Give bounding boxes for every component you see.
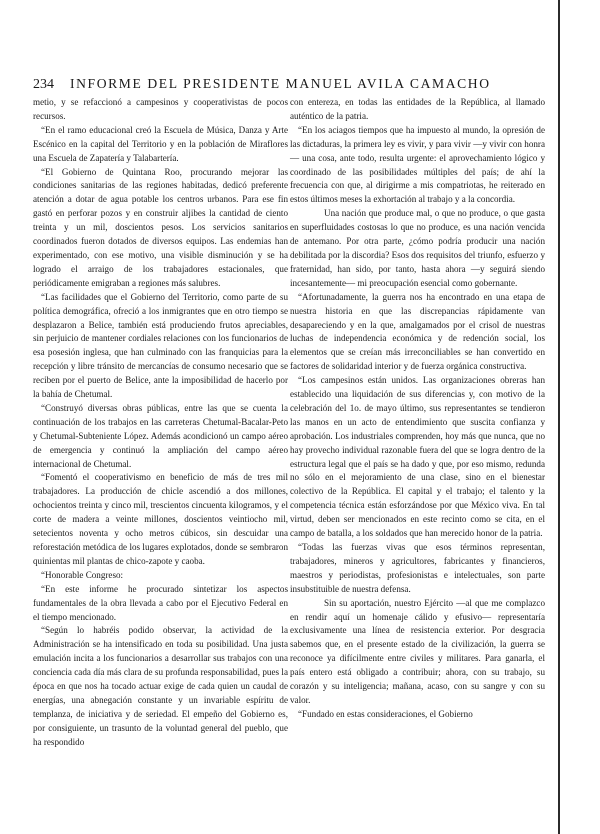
paragraph: “Fomentó el cooperativismo en beneficio de más de tres mil trabajadores. La producción de chicle ascendió a dos millones, ochocientos treinta y cinco mil, trescientos cincuenta kilogramos, y el corte de madera a veinte millones, doscientos veintiocho mil, setecientos noventa y ocho metros cúbicos, sin descuidar una reforestación metódica de los lugares explotados, donde se sembraron quinientas mil plantas de chico-zapote y caoba. [33,472,288,566]
paragraph: “Según lo habréis podido observar, la actividad de la Administración se ha intensificado en toda su posibilidad. Una justa emulación incita a los funcionarios a desarrollar sus trabajos con una conciencia cada día más clara de su profunda responsabilidad, pues la época en que nos ha tocado actuar exige de cada quien un caudal de energías, una abnegación constante y un invariable espíritu de templanza, de iniciativa y de seriedad. El empeño del Gobierno es, por consiguiente, un trasunto de la voluntad general del pueblo, que ha respondido [33,625,288,747]
paragraph: “En los aciagos tiempos que ha impuesto al mundo, la opresión de las dictaduras, la primera ley es vivir, y para vivir —y vivir con honra— una cosa, ante todo, resulta urgente: el aprovechamiento lógico y coordinado de las posibilidades múltiples del país; de ahí la frecuencia con que, al dirigirme a mis compatriotas, he reiterado en estos últimos meses la exhortación al trabajo y a la concordia. [290,124,545,205]
left-column [33,96,288,750]
paragraph: “Las facilidades que el Gobierno del Territorio, como parte de su política demográfica, ofreció a los inmigrantes que en otro tiempo se desplazaron a Belice, también está produciendo frutos apreciables, sin perjuicio de mantener cordiales relaciones con los funcionarios de esa posesión inglesa, que han culminado con las franquicias para la recepción y libre tránsito de mercancías de consumo necesario que se reciben por el puerto de Belice, ante la imposibilidad de hacerlo por la bahía de Chetumal. [33,291,288,400]
paragraph: “El Gobierno de Quintana Roo, procurando mejorar las condiciones sanitarias de las regiones habitadas, dedicó preferente atención a dotar de agua potable los centros urbanos. Para ese fin gastó en perforar pozos y en construir aljibes la cantidad de ciento treinta y un mil, doscientos pesos. Los servicios sanitarios coordinados fueron dotados de diversos equipos. Las endemias han experimentado, con ese motivo, una visible disminución y se ha logrado el arraigo de los trabajadores estacionales, que periódicamente emigraban a regiones más salubres. [33,166,288,288]
paragraph: con entereza, en todas las entidades de la República, al llamado auténtico de la patria. [290,97,545,121]
right-column [290,96,545,722]
running-title: INFORME DEL PRESIDENTE MANUEL AVILA CAMACHO [70,76,491,91]
paragraph: “En el ramo educacional creó la Escuela de Música, Danza y Arte Escénico en la capital del Territorio y en la población de Miraflores una Escuela de Zapatería y Talabartería. [33,124,288,163]
paragraph: “Fundado en estas consideraciones, el Gobierno [298,708,473,719]
paragraph: “En este informe he procurado sintetizar los aspectos fundamentales de la obra llevada a cabo por el Ejecutivo Federal en el tiempo mencionado. [33,583,288,622]
paragraph: “Construyó diversas obras públicas, entre las que se cuenta la continuación de los trabajos en las carreteras Chetumal-Bacalar-Peto y Chetumal-Subteniente López. Además acondicionó un campo aéreo de emergencia y continuó la ampliación del campo aéreo internacional de Chetumal. [33,402,288,469]
paragraph: Una nación que produce mal, o que no produce, o que gasta en superfluidades costosas lo que no produce, es una nación vencida de antemano. Por otra parte, ¿cómo podría producir una nación debilitada por la discordia? Esos dos requisitos del triunfo, esfuerzo y fraternidad, han sido, por tanto, hasta ahora —y seguirá siendo incesantemente— mi preocupación esencial como gobernante. [290,208,545,288]
paragraph: “Todas las fuerzas vivas que esos términos representan, trabajadores, mineros y agricultores, fabricantes y financieros, maestros y periodistas, profesionistas e intelectuales, son parte insubstituible de nuestra defensa. [290,542,545,594]
paragraph: “Honorable Congreso: [41,569,124,580]
paragraph: “Los campesinos están unidos. Las organizaciones obreras han establecido una liquidación de sus diferencias y, con motivo de la celebración del 1o. de mayo último, sus representantes se tendieron las manos en un acto de entendimiento que suscita confianza y aprobación. Los industriales comprenden, hoy más que nunca, que no hay provecho individual razonable fuera del que se logra dentro de la estructura legal que el país se ha dado y que, por eso mismo, redunda no sólo en el mejoramiento de una clase, sino en el bienestar colectivo de la República. El capital y el trabajo; el talento y la competencia técnica están esforzándose por que México viva. En tal virtud, deben ser mencionados en este recinto como se cita, en el campo de batalla, a los soldados que han merecido honor de la patria. [290,375,545,539]
page-number: 234 [33,77,54,92]
paragraph: metio, y se refaccionó a campesinos y cooperativistas de pocos recursos. [33,97,288,121]
paragraph: “Afortunadamente, la guerra nos ha encontrado en una etapa de nuestra historia en que las discrepancias rápidamente van desapareciendo y en la que, amalgamados por el crisol de nuestras luchas de independencia económica y de redención social, los elementos que se creían más irreconciliables se han convertido en factores de solidaridad interior y de fuerza orgánica constructiva. [290,291,545,372]
page-edge-line [558,0,560,834]
page-header [33,76,553,93]
paragraph: Sin su aportación, nuestro Ejército —al que me complazco en rendir aquí un homenaje cálido y efusivo— representaría exclusivamente una línea de resistencia exterior. Por desgracia sabemos que, en el presente estado de la civilización, la guerra se reconoce ya difícilmente entre civiles y militares. Para ganarla, el país entero está obligado a contribuir; ahora, con su trabajo, su corazón y su inteligencia; mañana, acaso, con su sangre y con su valor. [290,597,545,705]
